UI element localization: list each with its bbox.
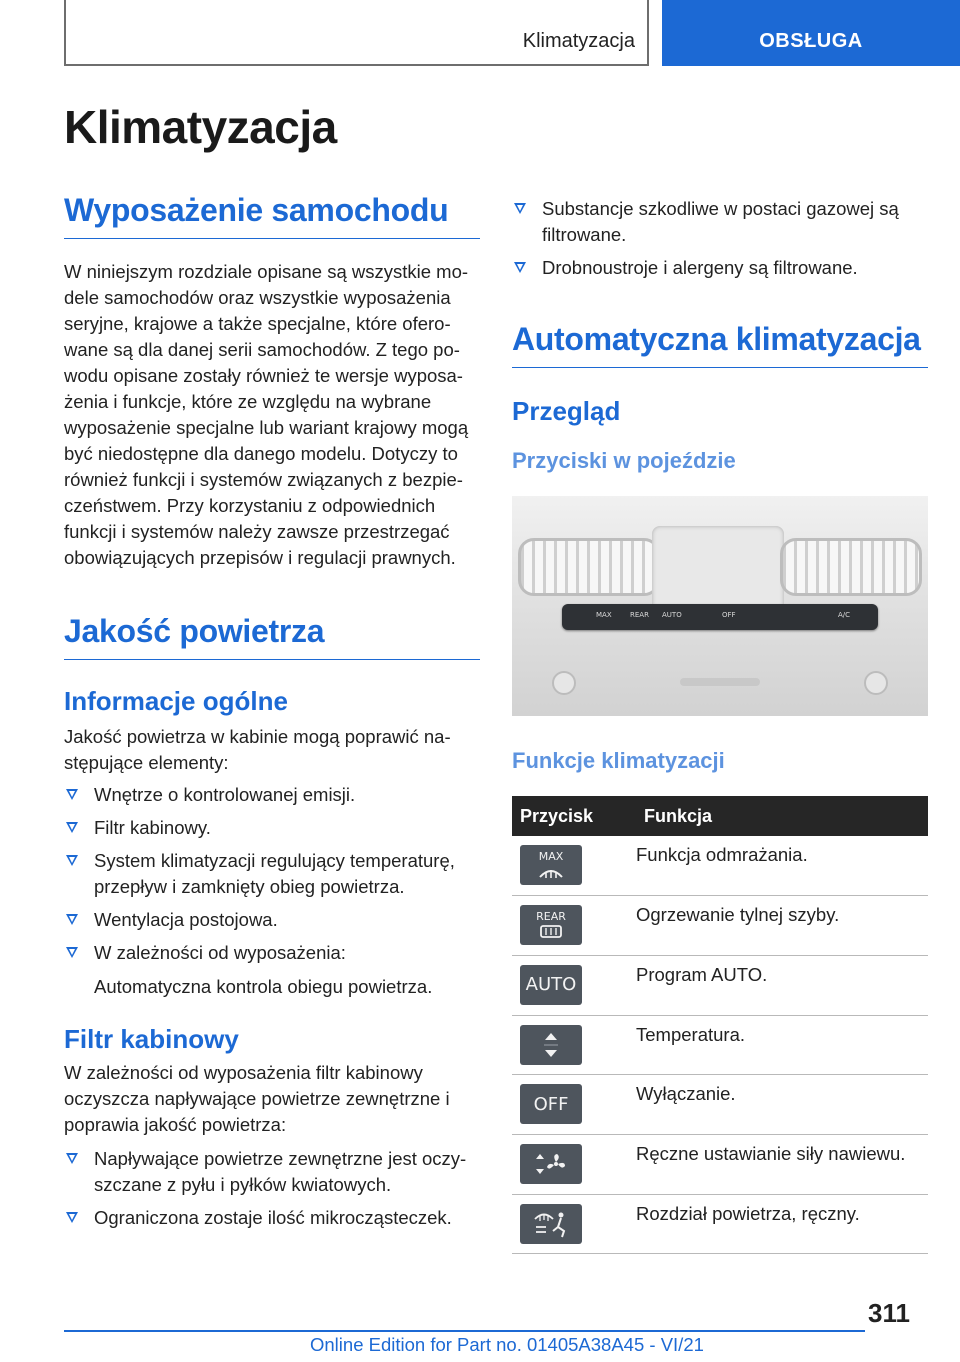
off-icon: OFF <box>520 1084 582 1124</box>
cabin-filter-intro: W zależności od wyposażenia filtr kabinowy oczyszcza napływające powietrze zewnętrzne i poprawia jakość powietrza: <box>64 1062 450 1135</box>
section-title-air-quality: Jakość powietrza <box>64 611 480 660</box>
column-header-button: Przycisk <box>512 796 636 836</box>
function-text: Wyłączanie. <box>636 1075 928 1135</box>
bullet-triangle-icon <box>66 1153 78 1164</box>
auto-icon: AUTO <box>520 965 582 1005</box>
page-number: 311 <box>868 1298 910 1328</box>
bullet-triangle-icon <box>66 914 78 925</box>
function-text: Ręczne ustawianie siły nawiewu. <box>636 1134 928 1194</box>
list-item: W zależności od wyposażenia: <box>64 940 480 966</box>
right-column <box>512 190 928 1254</box>
bullet-triangle-icon <box>66 855 78 866</box>
air-circulation-note: Automatyczna kontrola obiegu powietrza. <box>94 976 433 997</box>
function-text: Program AUTO. <box>636 955 928 1015</box>
bullet-triangle-icon <box>514 203 526 214</box>
list-item: Napływające powietrze zewnętrzne jest oczy- szczane z pyłu i pyłków kwiatowych. <box>64 1146 480 1198</box>
section-tab-label: OBSŁUGA <box>759 30 863 52</box>
list-item: Ograniczona zostaje ilość mikrocząsteczek. <box>64 1205 480 1231</box>
section-tab[interactable] <box>662 0 960 66</box>
right-knob <box>864 671 888 695</box>
section-title-auto-climate: Automatyczna klimatyzacja <box>512 319 928 368</box>
air-quality-intro: Jakość powietrza w kabinie mogą poprawić na- stępujące elementy: <box>64 726 451 773</box>
table-row <box>512 1075 928 1135</box>
equipment-paragraph: W niniejszym rozdziale opisane są wszystkie mo- dele samochodów oraz wszystkie wyposażenia seryjne, krajowe a także specjalne, które ofero- wane są dla danej serii samochodów. Z tego po- wodu opisane zostały również te wersje wyposa- żenia i funkcje, które ze względu na wybrane wyposażenie specjalne lub wariant krajowy mogą być niedostępne dla danego modelu. Dotyczy to również funkcji i systemów związanych z bezpie- czeństwem. Przy korzystaniu z odpowiednich funkcji i systemów należy zawsze przestrzegać obowiązujących przepisów i regulacji prawnych. <box>64 261 469 568</box>
function-text: Funkcja odmrażania. <box>636 836 928 896</box>
table-row <box>512 955 928 1015</box>
subsection-general-info: Informacje ogólne <box>64 686 288 716</box>
page-title: Klimatyzacja <box>64 101 337 153</box>
cabin-filter-list <box>64 1146 480 1231</box>
function-text: Rozdział powietrza, ręczny. <box>636 1194 928 1254</box>
chapter-title: Klimatyzacja <box>522 30 635 52</box>
temperature-arrows-icon <box>520 1025 582 1065</box>
table-row <box>512 836 928 896</box>
air-quality-list <box>64 782 480 966</box>
header-frame <box>64 0 649 66</box>
bullet-triangle-icon <box>66 947 78 958</box>
rear-window-defrost-icon: REAR <box>520 905 582 945</box>
subsection-cabin-filter: Filtr kabinowy <box>64 1024 239 1054</box>
table-row <box>512 1194 928 1254</box>
left-column <box>64 190 480 1231</box>
table-row <box>512 1015 928 1075</box>
column-header-function: Funkcja <box>636 796 928 836</box>
max-defrost-icon: MAX <box>520 845 582 885</box>
section-title-equipment: Wyposażenie samochodu <box>64 190 480 239</box>
function-text: Ogrzewanie tylnej szyby. <box>636 896 928 956</box>
list-item: Drobnoustroje i alergeny są filtrowane. <box>512 255 928 281</box>
media-slot <box>680 678 760 686</box>
subsection-buttons-in-vehicle: Przyciski w pojeździe <box>512 448 736 473</box>
climate-functions-table <box>512 796 928 1254</box>
table-row <box>512 896 928 956</box>
subsection-climate-functions: Funkcje klimatyzacji <box>512 748 725 773</box>
function-text: Temperatura. <box>636 1015 928 1075</box>
list-item: Filtr kabinowy. <box>64 815 480 841</box>
table-row <box>512 1134 928 1194</box>
list-item: System klimatyzacji regulujący temperaturę, przepływ i zamknięty obieg powietrza. <box>64 848 480 900</box>
fan-speed-icon <box>520 1144 582 1184</box>
climate-control-panel: MAX REAR AUTO OFF A/C <box>562 604 878 630</box>
edition-note: Online Edition for Part no. 01405A38A45 - VI/21 <box>310 1334 704 1355</box>
filter-list-continued <box>512 196 928 281</box>
bullet-triangle-icon <box>66 789 78 800</box>
left-knob <box>552 671 576 695</box>
list-item: Wentylacja postojowa. <box>64 907 480 933</box>
left-air-vent <box>518 538 660 596</box>
bullet-triangle-icon <box>66 822 78 833</box>
climate-panel-photo <box>512 496 928 716</box>
table-header-row <box>512 796 928 836</box>
bullet-triangle-icon <box>514 262 526 273</box>
list-item: Substancje szkodliwe w postaci gazowej są filtrowane. <box>512 196 928 248</box>
footer-divider <box>64 1330 865 1332</box>
air-distribution-icon <box>520 1204 582 1244</box>
right-air-vent <box>780 538 922 596</box>
bullet-triangle-icon <box>66 1212 78 1223</box>
list-item: Wnętrze o kontrolowanej emisji. <box>64 782 480 808</box>
center-display <box>652 526 784 612</box>
subsection-overview: Przegląd <box>512 396 621 426</box>
